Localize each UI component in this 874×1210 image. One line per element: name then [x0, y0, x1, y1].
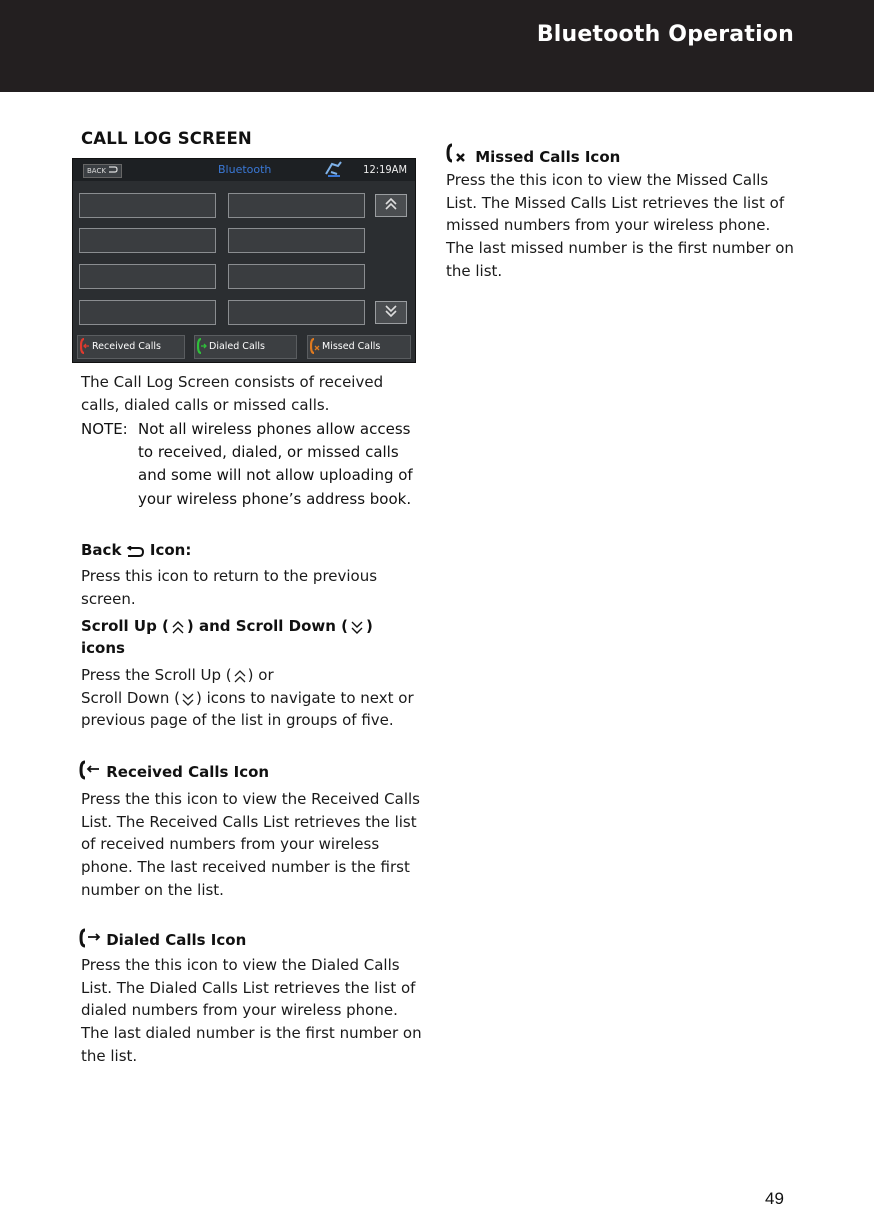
screen-clock: 12:19AM: [363, 163, 407, 176]
bluetooth-phone-icon: [323, 160, 345, 178]
screen-title: Bluetooth: [218, 163, 272, 176]
scroll-heading: [81, 615, 426, 659]
scroll-text-part-d: ) icons to navigate to next or previous page of the list in groups of five.: [81, 688, 414, 730]
scroll-text-part-a: Press the Scroll Up (: [81, 666, 232, 684]
missed-calls-heading: [446, 143, 620, 166]
scroll-down-icon: [350, 621, 364, 634]
scroll-up-icon: [233, 670, 247, 683]
tab-missed-label: Missed Calls: [322, 341, 381, 352]
page-header-title: Bluetooth Operation: [536, 22, 794, 47]
missed-call-icon: [446, 143, 470, 165]
call-list-slot[interactable]: [79, 300, 216, 325]
tab-missed-calls[interactable]: [307, 335, 411, 359]
back-icon-text: Press this icon to return to the previous screen.: [81, 567, 378, 608]
missed-calls-text: Press the this icon to view the Missed Calls List. The Missed Calls List retrieves the list of missed numbers from your wireless phone. The last missed number is the first number on the list.: [446, 171, 794, 280]
back-arrow-icon: [108, 166, 118, 173]
call-list-slot[interactable]: [79, 228, 216, 253]
scroll-heading-part-d: icons: [81, 639, 125, 657]
scroll-up-button[interactable]: [375, 194, 407, 217]
back-icon-heading: [81, 541, 191, 559]
call-list-slot[interactable]: [228, 228, 365, 253]
dialed-call-icon: [197, 338, 207, 354]
back-button[interactable]: [83, 164, 122, 178]
intro-paragraph: The Call Log Screen consists of received calls, dialed calls or missed calls.: [81, 373, 384, 414]
note-text: Not all wireless phones allow access to received, dialed, or missed calls and some will not allow uploading of your wireless phone’s address book.: [138, 420, 413, 508]
back-heading-label: Back: [81, 541, 122, 559]
scroll-heading-part-b: ) and Scroll Down (: [186, 617, 349, 635]
call-list-slot[interactable]: [79, 264, 216, 289]
dialed-calls-heading: [79, 928, 246, 949]
call-list-slot[interactable]: [228, 193, 365, 218]
scroll-text: [81, 664, 426, 732]
call-type-tabs: [77, 335, 411, 359]
call-list-slot[interactable]: [228, 300, 365, 325]
header-bar: [0, 0, 874, 92]
call-log-screen-illustration: [72, 158, 416, 363]
received-heading-label: Received Calls Icon: [106, 763, 270, 781]
back-heading-suffix: Icon:: [149, 541, 192, 559]
scroll-text-part-c: Scroll Down (: [81, 688, 181, 707]
note-label: NOTE:: [81, 420, 128, 438]
scroll-up-icon: [171, 621, 185, 634]
screen-top-bar: [73, 159, 415, 181]
received-call-icon: [80, 338, 90, 354]
page-number: 49: [765, 1189, 784, 1208]
received-call-icon: [79, 760, 101, 780]
tab-dialed-calls[interactable]: [194, 335, 297, 359]
scroll-down-button[interactable]: [375, 301, 407, 324]
call-list-slot[interactable]: [79, 193, 216, 218]
scroll-heading-part-c: ): [366, 617, 373, 635]
back-arrow-icon: [127, 546, 145, 558]
tab-received-calls[interactable]: [77, 335, 185, 359]
back-label: BACK: [87, 167, 106, 175]
tab-dialed-label: Dialed Calls: [209, 341, 265, 352]
received-calls-text: Press the this icon to view the Received Calls List. The Received Calls List retrieves the list of received numbers from your wireless phone. The last received number is the first number on the list.: [81, 790, 420, 899]
tab-received-label: Received Calls: [92, 341, 161, 352]
scroll-down-icon: [384, 305, 398, 317]
section-heading: CALL LOG SCREEN: [81, 129, 252, 148]
call-list-slot[interactable]: [228, 264, 365, 289]
dialed-heading-label: Dialed Calls Icon: [106, 931, 247, 949]
dialed-calls-text: Press the this icon to view the Dialed Calls List. The Dialed Calls List retrieves the list of dialed numbers from your wireless phone. The last dialed number is the first number on the list.: [81, 956, 422, 1065]
scroll-text-part-b: ) or: [247, 666, 274, 684]
missed-heading-label: Missed Calls Icon: [475, 148, 621, 166]
missed-call-icon: [310, 338, 320, 354]
dialed-call-icon: [79, 928, 101, 948]
received-calls-heading: [79, 760, 269, 781]
scroll-down-icon: [181, 693, 195, 706]
scroll-heading-part-a: Scroll Up (: [81, 617, 169, 635]
scroll-up-icon: [384, 198, 398, 210]
